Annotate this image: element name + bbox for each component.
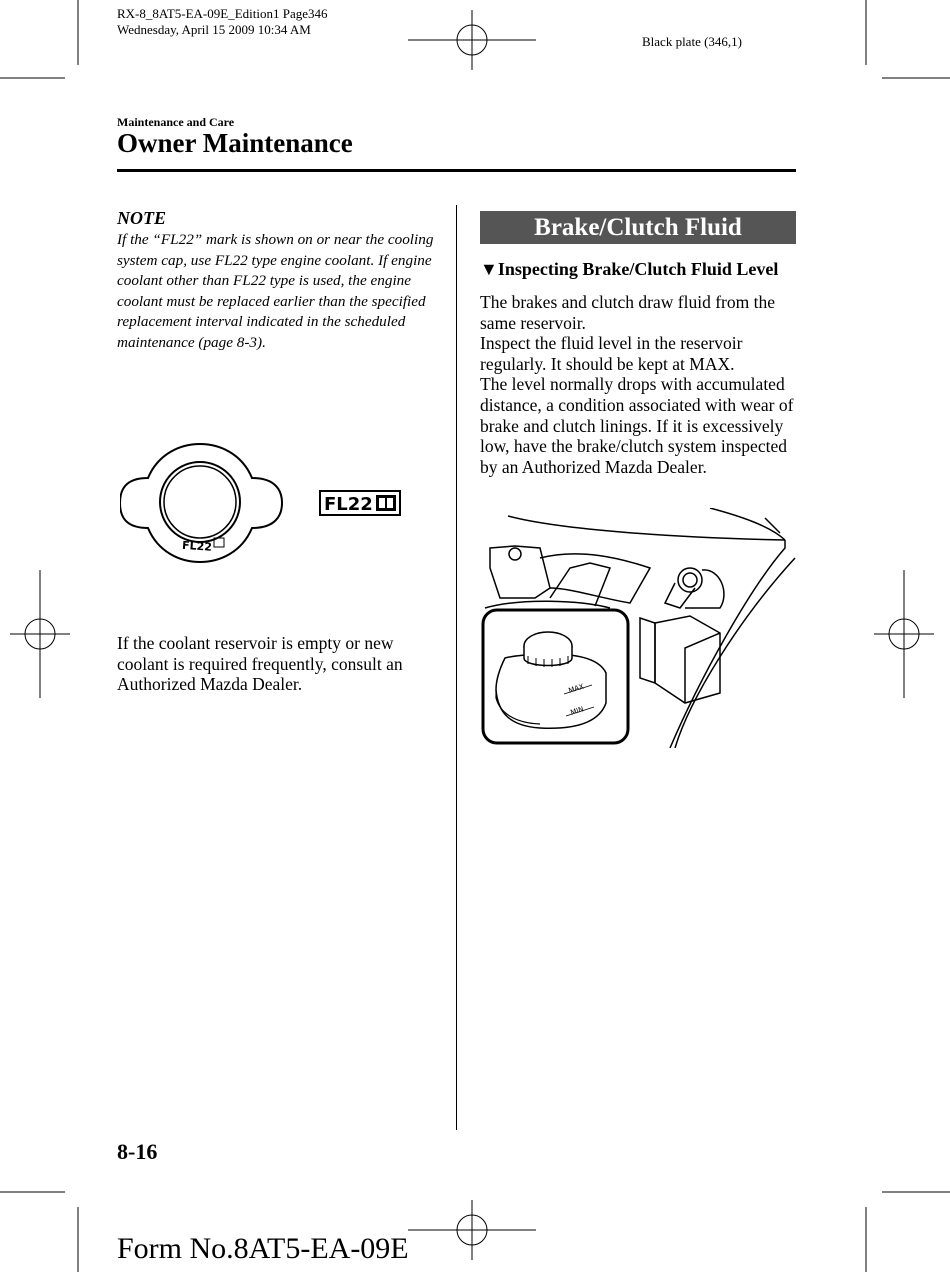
cap-mark-text: FL22 xyxy=(181,538,213,554)
title-rule xyxy=(117,169,796,172)
coolant-body-text: If the coolant reservoir is empty or new coolant is required frequently, consult an Authorized Mazda Dealer. xyxy=(117,633,403,695)
book-icon xyxy=(376,495,396,511)
reservoir-detail-inset xyxy=(483,610,628,743)
note-heading: NOTE xyxy=(117,208,166,228)
brake-reservoir-figure xyxy=(480,508,796,748)
section-banner: Brake/Clutch Fluid xyxy=(480,211,796,244)
triangle-down-icon: ▼ xyxy=(480,259,498,279)
page-title: Owner Maintenance xyxy=(117,128,353,158)
plate-label: Black plate (346,1) xyxy=(642,34,742,49)
section-label: Maintenance and Care xyxy=(117,115,235,129)
min-label: MIN xyxy=(569,705,585,717)
fl22-badge xyxy=(320,491,400,515)
subheading xyxy=(480,259,778,280)
note-body: If the “FL22” mark is shown on or near the cooling system cap, use FL22 type engine coolant. If engine coolant other than FL22 type is used, the engine coolant must be replaced earlier than the specified replacement interval indicated in the scheduled maintenance (page 8-3). xyxy=(117,231,434,351)
brake-body-text: The brakes and clutch draw fluid from the same reservoir. Inspect the fluid level in the reservoir regularly. It should be kept at MAX. The level normally drops with accumulated distance, a condition associated with wear of brake and clutch linings. If it is excessively low, have the brake/clutch system inspected by an Authorized Mazda Dealer. xyxy=(480,292,794,477)
print-header-date: Wednesday, April 15 2009 10:34 AM xyxy=(117,22,311,37)
form-number: Form No.8AT5-EA-09E xyxy=(117,1232,409,1265)
subheading-text: Inspecting Brake/Clutch Fluid Level xyxy=(497,259,779,279)
column-divider xyxy=(456,205,457,1130)
max-label: MAX xyxy=(567,682,585,695)
page-number: 8-16 xyxy=(117,1139,158,1164)
badge-text: FL22 xyxy=(324,494,373,515)
print-header xyxy=(117,6,328,38)
cooling-cap-figure xyxy=(120,440,410,565)
print-header-file: RX-8_8AT5-EA-09E_Edition1 Page346 xyxy=(117,6,328,21)
